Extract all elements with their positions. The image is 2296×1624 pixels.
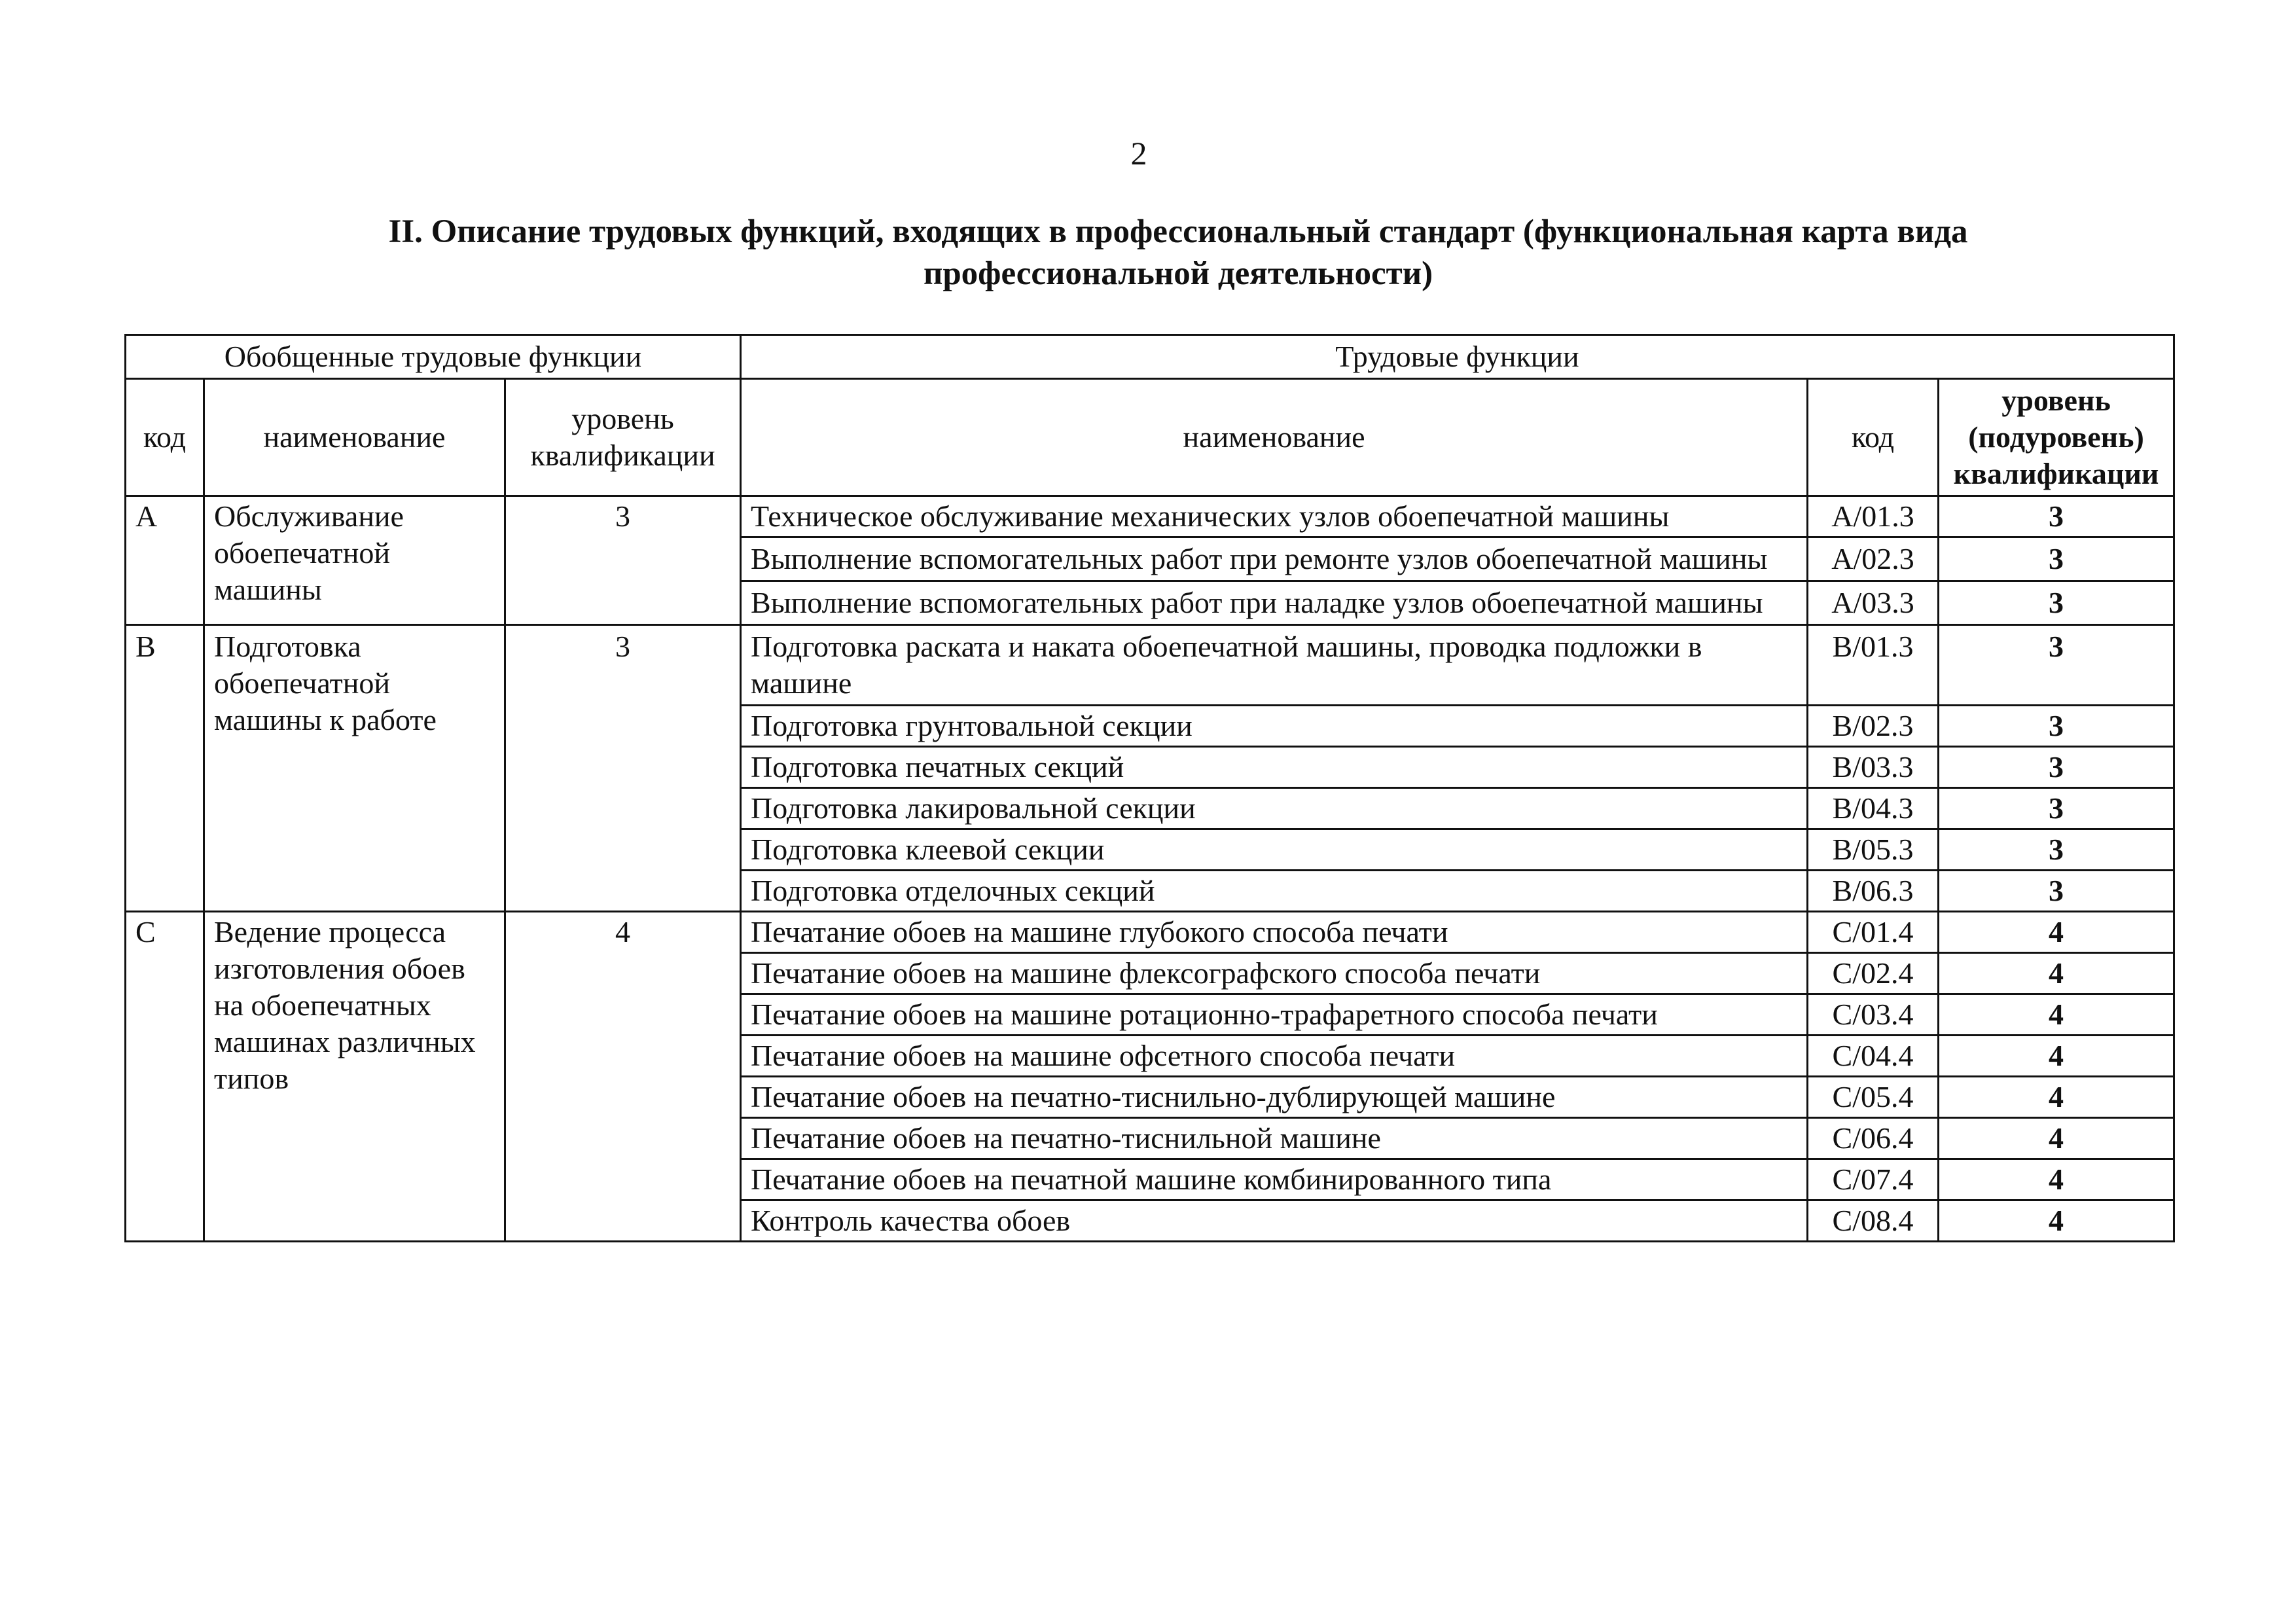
group-level: 3 bbox=[505, 625, 741, 912]
header-row-1 bbox=[126, 335, 2174, 379]
function-code: A/03.3 bbox=[1808, 581, 1939, 625]
header-code: код bbox=[126, 379, 204, 496]
group-level: 4 bbox=[505, 912, 741, 1242]
function-code: C/02.4 bbox=[1808, 953, 1939, 994]
function-code: B/04.3 bbox=[1808, 788, 1939, 829]
function-level: 4 bbox=[1939, 1036, 2174, 1077]
functional-map-table bbox=[124, 334, 2175, 1242]
function-level: 4 bbox=[1939, 1200, 2174, 1242]
function-name: Подготовка грунтовальной секции bbox=[741, 706, 1808, 747]
group-code: B bbox=[126, 625, 204, 912]
function-code: B/05.3 bbox=[1808, 829, 1939, 871]
function-code: B/02.3 bbox=[1808, 706, 1939, 747]
function-name: Печатание обоев на печатно-тиснильной машине bbox=[741, 1118, 1808, 1159]
function-level: 3 bbox=[1939, 788, 2174, 829]
header-level: уровень квалификации bbox=[505, 379, 741, 496]
function-level: 3 bbox=[1939, 625, 2174, 706]
header-row-2 bbox=[126, 379, 2174, 496]
function-level: 3 bbox=[1939, 537, 2174, 581]
function-code: B/01.3 bbox=[1808, 625, 1939, 706]
page-number: 2 bbox=[1130, 135, 1147, 171]
function-level: 4 bbox=[1939, 953, 2174, 994]
function-level: 3 bbox=[1939, 706, 2174, 747]
function-code: C/08.4 bbox=[1808, 1200, 1939, 1242]
group-code: A bbox=[126, 496, 204, 625]
function-level: 4 bbox=[1939, 1159, 2174, 1200]
header-generalized-functions: Обобщенные трудовые функции bbox=[126, 335, 741, 379]
group-name: Обслуживание обоепечатной машины bbox=[204, 496, 505, 625]
section-title-line-1: II. Описание трудовых функций, входящих в профессиональный стандарт (функциональная карта вида bbox=[388, 213, 1968, 250]
function-code: C/03.4 bbox=[1808, 994, 1939, 1036]
function-name: Подготовка отделочных секций bbox=[741, 871, 1808, 912]
function-level: 3 bbox=[1939, 581, 2174, 625]
section-title-line-2: профессиональной деятельности) bbox=[923, 255, 1433, 292]
function-level: 4 bbox=[1939, 1077, 2174, 1118]
table-row bbox=[126, 912, 2174, 953]
function-name: Подготовка печатных секций bbox=[741, 747, 1808, 788]
section-title bbox=[236, 211, 2121, 295]
group-level: 3 bbox=[505, 496, 741, 625]
header-function-name: наименование bbox=[741, 379, 1808, 496]
header-function-level: уровень (подуровень) квалификации bbox=[1939, 379, 2174, 496]
function-name: Печатание обоев на машине глубокого способа печати bbox=[741, 912, 1808, 953]
function-level: 4 bbox=[1939, 912, 2174, 953]
function-level: 3 bbox=[1939, 496, 2174, 537]
function-name: Выполнение вспомогательных работ при наладке узлов обоепечатной машины bbox=[741, 581, 1808, 625]
function-name: Подготовка клеевой секции bbox=[741, 829, 1808, 871]
function-level: 3 bbox=[1939, 871, 2174, 912]
function-code: C/06.4 bbox=[1808, 1118, 1939, 1159]
function-code: C/07.4 bbox=[1808, 1159, 1939, 1200]
function-name: Печатание обоев на машине офсетного способа печати bbox=[741, 1036, 1808, 1077]
function-code: B/03.3 bbox=[1808, 747, 1939, 788]
group-name: Ведение процесса изготовления обоев на обоепечатных машинах различных типов bbox=[204, 912, 505, 1242]
function-code: C/01.4 bbox=[1808, 912, 1939, 953]
function-name: Подготовка раската и наката обоепечатной машины, проводка подложки в машине bbox=[741, 625, 1808, 706]
header-function-code: код bbox=[1808, 379, 1939, 496]
function-level: 3 bbox=[1939, 747, 2174, 788]
table-row bbox=[126, 625, 2174, 706]
header-name: наименование bbox=[204, 379, 505, 496]
group-name: Подготовка обоепечатной машины к работе bbox=[204, 625, 505, 912]
function-code: A/02.3 bbox=[1808, 537, 1939, 581]
function-code: C/04.4 bbox=[1808, 1036, 1939, 1077]
function-level: 3 bbox=[1939, 829, 2174, 871]
function-name: Контроль качества обоев bbox=[741, 1200, 1808, 1242]
function-name: Подготовка лакировальной секции bbox=[741, 788, 1808, 829]
function-name: Выполнение вспомогательных работ при ремонте узлов обоепечатной машины bbox=[741, 537, 1808, 581]
function-name: Техническое обслуживание механических узлов обоепечатной машины bbox=[741, 496, 1808, 537]
function-level: 4 bbox=[1939, 994, 2174, 1036]
function-name: Печатание обоев на печатно-тиснильно-дублирующей машине bbox=[741, 1077, 1808, 1118]
function-name: Печатание обоев на машине флексографского способа печати bbox=[741, 953, 1808, 994]
group-code: C bbox=[126, 912, 204, 1242]
function-name: Печатание обоев на печатной машине комбинированного типа bbox=[741, 1159, 1808, 1200]
header-labor-functions: Трудовые функции bbox=[741, 335, 2174, 379]
function-code: C/05.4 bbox=[1808, 1077, 1939, 1118]
function-name: Печатание обоев на машине ротационно-трафаретного способа печати bbox=[741, 994, 1808, 1036]
function-level: 4 bbox=[1939, 1118, 2174, 1159]
table-row bbox=[126, 496, 2174, 537]
function-code: B/06.3 bbox=[1808, 871, 1939, 912]
function-code: A/01.3 bbox=[1808, 496, 1939, 537]
